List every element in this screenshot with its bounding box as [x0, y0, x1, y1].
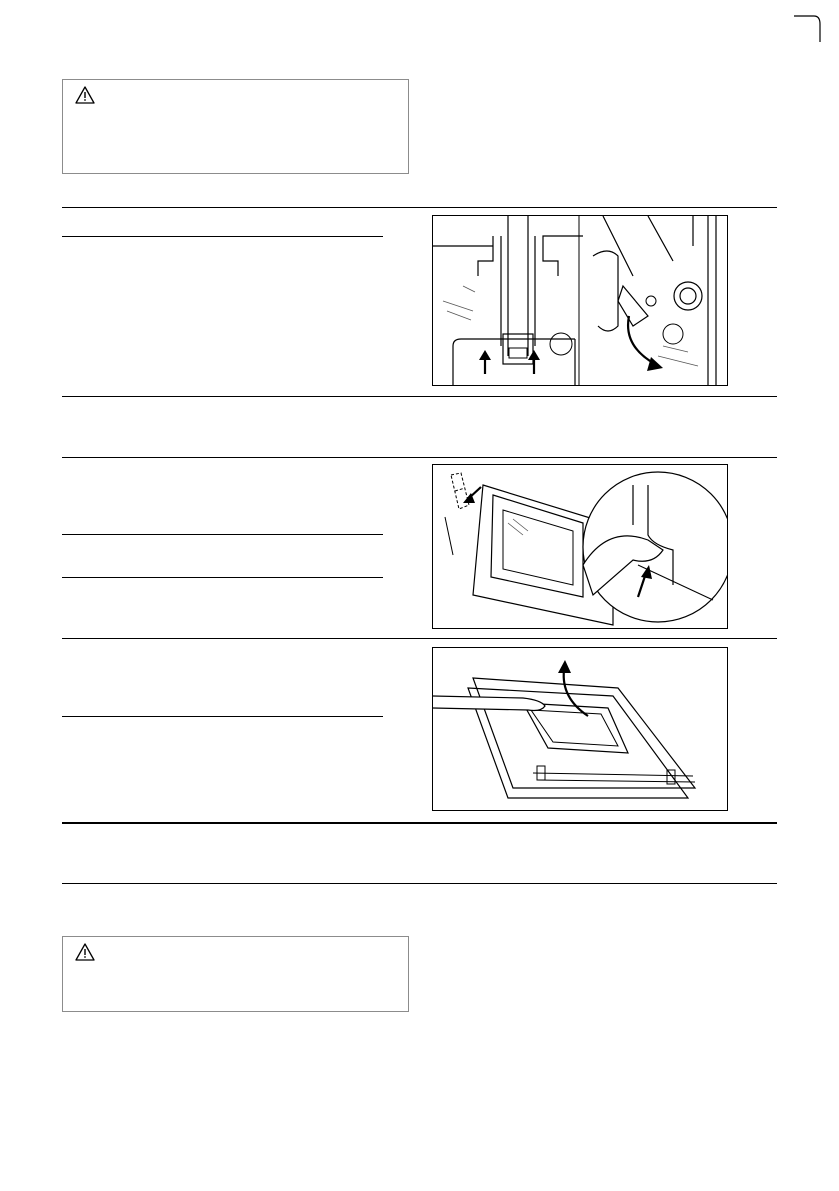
door-hinge-lever-illustration: [432, 215, 728, 386]
warning-triangle-icon: [75, 86, 95, 104]
step-divider: [62, 236, 383, 237]
step-divider: [62, 716, 383, 717]
crop-corner-mark-icon: [792, 14, 822, 44]
table-row-divider: [62, 396, 777, 397]
step-divider: [62, 577, 383, 578]
step-divider: [62, 534, 383, 535]
table-row-divider: [62, 638, 777, 639]
warning-box-bottom: [62, 936, 409, 1012]
warning-box-top: [62, 79, 409, 174]
door-trim-removal-illustration: [432, 464, 728, 629]
table-end-rule: [62, 822, 777, 824]
glass-panel-lift-illustration: [432, 647, 728, 811]
warning-triangle-icon: [75, 943, 95, 961]
section-divider: [62, 883, 777, 884]
table-row-divider: [62, 207, 777, 208]
table-row-divider: [62, 457, 777, 458]
